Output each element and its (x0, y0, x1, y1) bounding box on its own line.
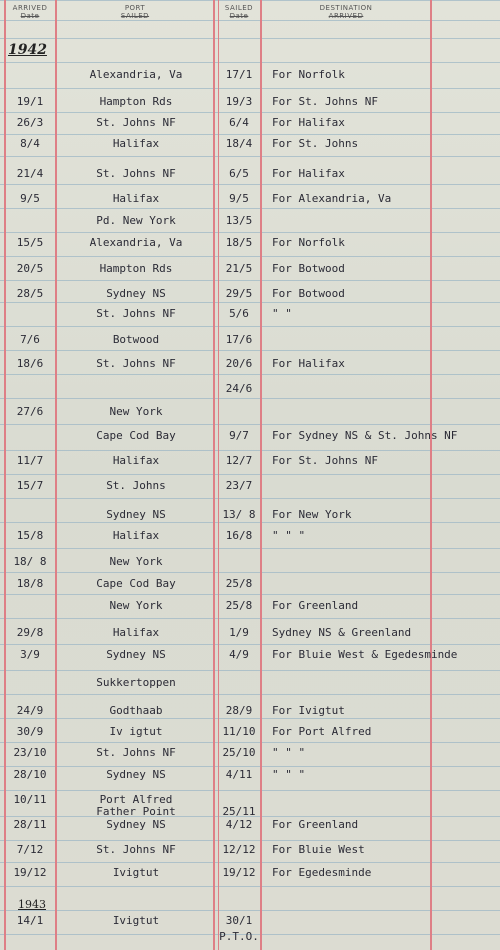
arrived-date: 14/1 (16, 914, 44, 927)
destination: For St. Johns NF (272, 95, 378, 108)
sailed-date: 17/1 (225, 68, 253, 81)
arrived-date: 9/5 (20, 192, 40, 205)
arrived-date: 29/8 (16, 626, 44, 639)
sailed-date: 5/6 (229, 307, 249, 320)
arrived-date: 28/5 (16, 287, 44, 300)
port-name: St. Johns NF (96, 746, 176, 759)
port-name: Halifax (112, 529, 160, 542)
sailed-date: 25/10 (222, 746, 256, 759)
port-name: Father Point (96, 805, 176, 818)
port-name: St. Johns NF (96, 167, 176, 180)
arrived-date: 21/4 (16, 167, 44, 180)
header-sailed: SAILED Date (224, 4, 254, 20)
sailed-date: 12/7 (225, 454, 253, 467)
header-port: PORT SAILED (120, 4, 150, 20)
port-name: St. Johns (106, 479, 166, 492)
port-name: Hampton Rds (99, 262, 173, 275)
sailed-date: 1/9 (229, 626, 249, 639)
port-name: Alexandria, Va (89, 236, 183, 249)
arrived-date: 8/4 (20, 137, 40, 150)
destination: " " " (272, 768, 306, 781)
port-name: New York (109, 599, 163, 612)
port-name: Sydney NS (106, 287, 166, 300)
arrived-date: 26/3 (16, 116, 44, 129)
arrived-date: 27/6 (16, 405, 44, 418)
sailed-date: 11/10 (222, 725, 256, 738)
destination: " " " (272, 529, 306, 542)
sailed-date: 12/12 (222, 843, 256, 856)
destination: For Halifax (272, 357, 345, 370)
port-name: Sydney NS (106, 818, 166, 831)
header-arrived: ARRIVED Date (12, 4, 48, 20)
arrived-date: 23/10 (13, 746, 47, 759)
sailed-date: 25/8 (225, 599, 253, 612)
pto-note: P.T.O. (219, 930, 259, 943)
arrived-date: 28/11 (13, 818, 47, 831)
sailed-date: 23/7 (225, 479, 253, 492)
sailed-date: 4/12 (225, 818, 253, 831)
port-name: Cape Cod Bay (96, 429, 176, 442)
sailed-date: 13/ 8 (222, 508, 256, 521)
sailed-date: 20/6 (225, 357, 253, 370)
destination: For St. Johns NF (272, 454, 378, 467)
destination: For Botwood (272, 262, 345, 275)
year-1943: 1943 (18, 898, 46, 911)
port-name: St. Johns NF (96, 843, 176, 856)
sailed-date: 13/5 (225, 214, 253, 227)
destination: For Ivigtut (272, 704, 345, 717)
column-divider-destination (430, 0, 432, 950)
arrived-date: 7/12 (16, 843, 44, 856)
destination: For New York (272, 508, 352, 521)
sailed-date: 17/6 (225, 333, 253, 346)
arrived-date: 24/9 (16, 704, 44, 717)
destination: For Greenland (272, 599, 359, 612)
sailed-date: 29/5 (225, 287, 253, 300)
port-name: St. Johns NF (96, 307, 176, 320)
arrived-date: 15/5 (16, 236, 44, 249)
arrived-date: 19/1 (16, 95, 44, 108)
port-name: St. Johns NF (96, 116, 176, 129)
sailed-date: 25/11 (222, 805, 256, 818)
port-name: Halifax (112, 626, 160, 639)
destination: For Bluie West & Egedesminde (272, 648, 458, 661)
destination: For Bluie West (272, 843, 365, 856)
port-name: Halifax (112, 137, 160, 150)
destination: For Alexandria, Va (272, 192, 392, 205)
arrived-date: 15/7 (16, 479, 44, 492)
port-name: Ivigtut (112, 914, 160, 927)
arrived-date: 28/10 (13, 768, 47, 781)
sailed-date: 16/8 (225, 529, 253, 542)
port-name: Halifax (112, 454, 160, 467)
arrived-date: 20/5 (16, 262, 44, 275)
port-name: Pd. New York (96, 214, 176, 227)
port-name: Hampton Rds (99, 95, 173, 108)
sailed-date: 18/5 (225, 236, 253, 249)
sailed-date: 4/11 (225, 768, 253, 781)
port-name: New York (109, 555, 163, 568)
destination: " " " (272, 746, 306, 759)
destination: For St. Johns (272, 137, 359, 150)
destination: For Egedesminde (272, 866, 372, 879)
sailed-date: 6/4 (229, 116, 249, 129)
port-name: Godthaab (109, 704, 163, 717)
port-name: Port Alfred (99, 793, 173, 806)
sailed-date: 4/9 (229, 648, 249, 661)
port-name: Alexandria, Va (89, 68, 183, 81)
destination: For Norfolk (272, 68, 345, 81)
sailed-date: 9/7 (229, 429, 249, 442)
destination: For Greenland (272, 818, 359, 831)
arrived-date: 3/9 (20, 648, 40, 661)
sailed-date: 25/8 (225, 577, 253, 590)
arrived-date: 30/9 (16, 725, 44, 738)
arrived-date: 18/6 (16, 357, 44, 370)
destination: For Halifax (272, 167, 345, 180)
destination: For Norfolk (272, 236, 345, 249)
port-name: Sydney NS (106, 768, 166, 781)
year-1942: 1942 (8, 42, 47, 58)
destination: For Halifax (272, 116, 345, 129)
port-name: Ivigtut (112, 866, 160, 879)
arrived-date: 10/11 (13, 793, 47, 806)
arrived-date: 19/12 (13, 866, 47, 879)
port-name: St. Johns NF (96, 357, 176, 370)
port-name: Sukkertoppen (96, 676, 176, 689)
arrived-date: 18/8 (16, 577, 44, 590)
sailed-date: 9/5 (229, 192, 249, 205)
sailed-date: 19/3 (225, 95, 253, 108)
arrived-date: 15/8 (16, 529, 44, 542)
port-name: Halifax (112, 192, 160, 205)
sailed-date: 18/4 (225, 137, 253, 150)
arrived-date: 7/6 (20, 333, 40, 346)
destination: For Botwood (272, 287, 345, 300)
arrived-date: 11/7 (16, 454, 44, 467)
port-name: Sydney NS (106, 508, 166, 521)
port-name: Botwood (112, 333, 160, 346)
sailed-date: 6/5 (229, 167, 249, 180)
arrived-date: 18/ 8 (13, 555, 47, 568)
sailed-date: 24/6 (225, 382, 253, 395)
sailed-date: 19/12 (222, 866, 256, 879)
sailed-date: 28/9 (225, 704, 253, 717)
sailed-date: 30/1 (225, 914, 253, 927)
destination: Sydney NS & Greenland (272, 626, 412, 639)
sailed-date: 21/5 (225, 262, 253, 275)
destination: For Sydney NS & St. Johns NF (272, 429, 458, 442)
port-name: Iv igtut (109, 725, 163, 738)
port-name: Sydney NS (106, 648, 166, 661)
port-name: New York (109, 405, 163, 418)
destination: For Port Alfred (272, 725, 372, 738)
destination: " " (272, 307, 292, 320)
header-destination: DESTINATION ARRIVED (319, 4, 373, 20)
port-name: Cape Cod Bay (96, 577, 176, 590)
